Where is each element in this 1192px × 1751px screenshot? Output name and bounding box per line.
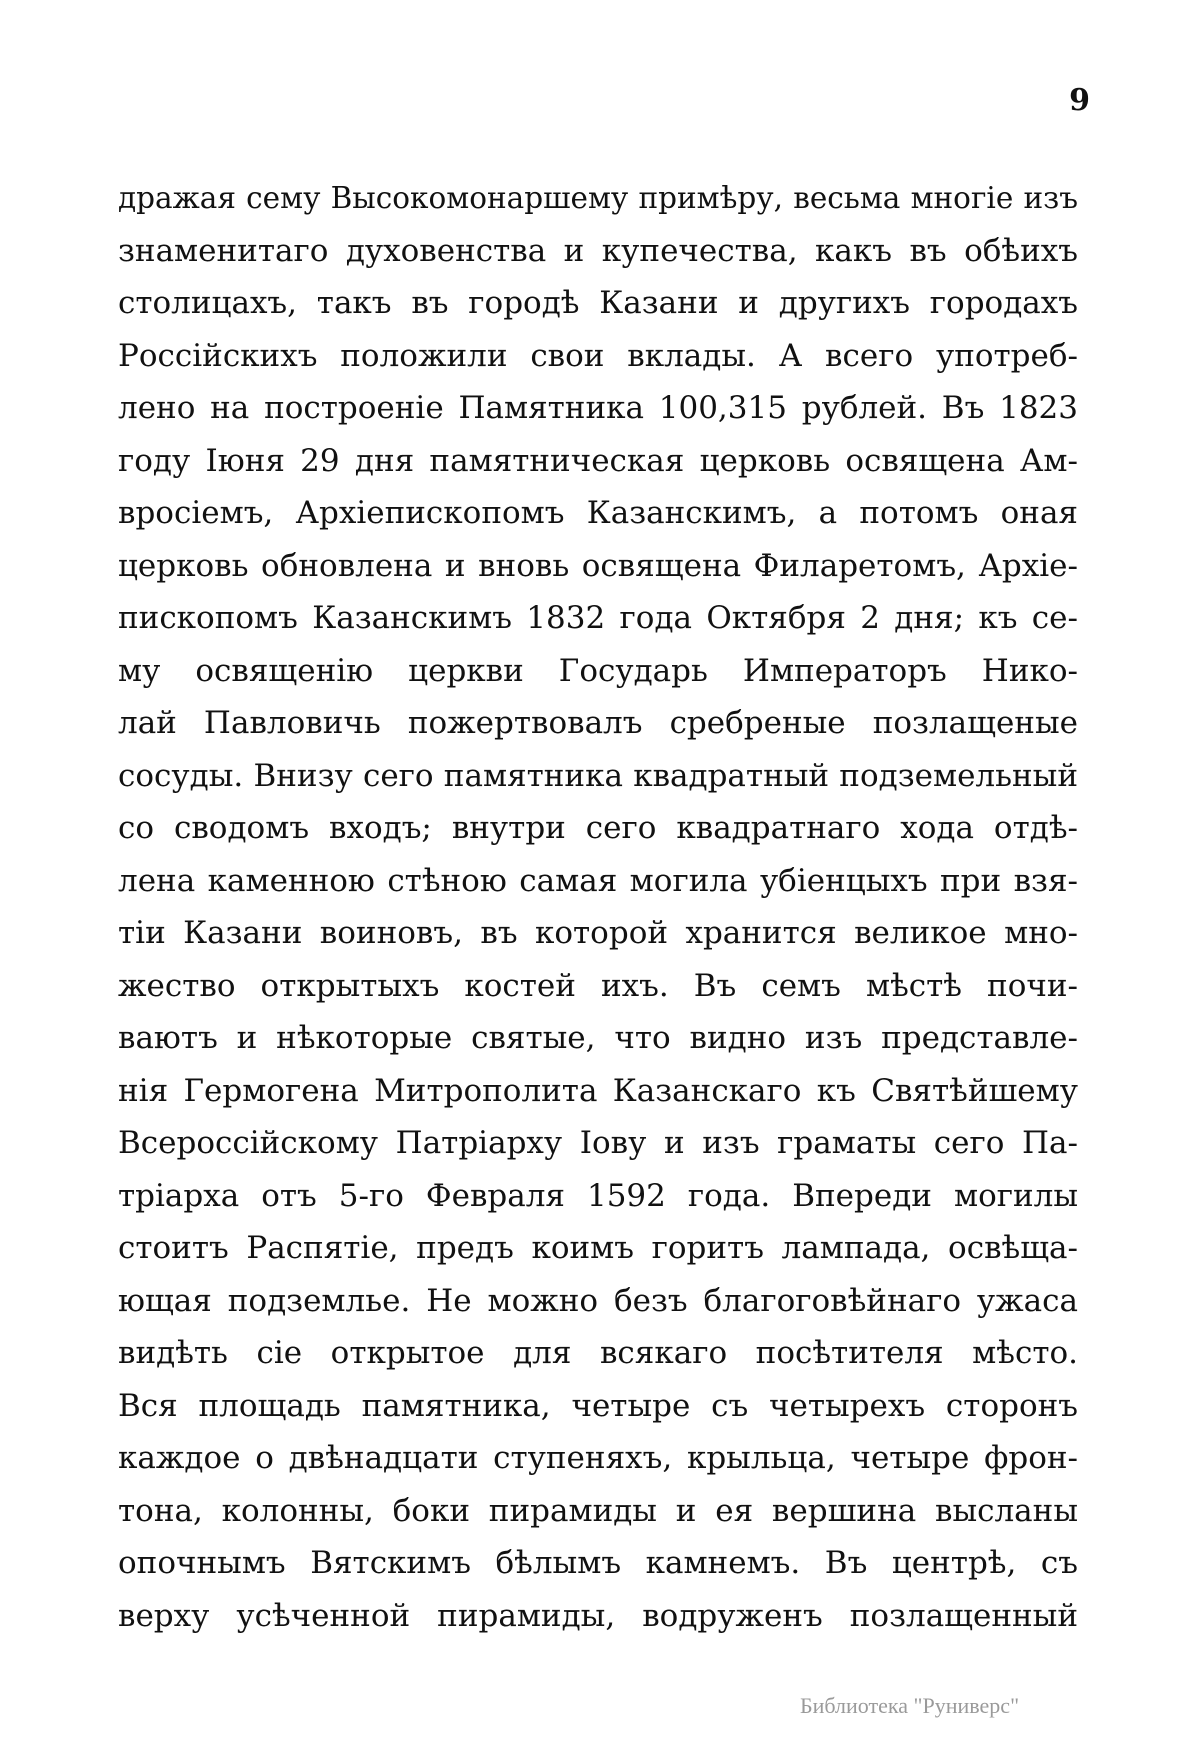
text-line: лай Павловичь пожертвовалъ сребреные позлащеные xyxy=(118,705,1078,741)
text-line: ющая подземлье. Не можно безъ благоговѣйнаго ужаса xyxy=(118,1282,1078,1319)
text-line: Всероссійскому Патріарху Іову и изъ граматы сего Па- xyxy=(118,1125,1078,1161)
text-line: дражая сему Высокомонаршему примѣру, весьма многіе изъ xyxy=(118,181,1078,215)
text-line: тона, колонны, боки пирамиды и ея вершина высланы xyxy=(118,1492,1078,1529)
text-line: пископомъ Казанскимъ 1832 года Октября 2 дня; къ се- xyxy=(118,600,1078,636)
text-line: тіи Казани воиновъ, въ которой хранится великое мно- xyxy=(118,915,1078,951)
text-line: опочнымъ Вятскимъ бѣлымъ камнемъ. Въ центрѣ, съ xyxy=(118,1545,1078,1581)
text-line: со сводомъ входъ; внутри сего квадратнаго хода отдѣ- xyxy=(118,810,1078,846)
body-text xyxy=(118,172,1078,1642)
text-line: тріарха отъ 5-го Февраля 1592 года. Впереди могилы xyxy=(118,1177,1078,1214)
text-line: жество открытыхъ костей ихъ. Въ семъ мѣстѣ почи- xyxy=(118,967,1078,1004)
text-line: ваютъ и нѣкоторые святые, что видно изъ представле- xyxy=(118,1020,1078,1056)
text-line: стоитъ Распятіе, предъ коимъ горитъ лампада, освѣща- xyxy=(118,1230,1078,1266)
text-line: каждое о двѣнадцати ступеняхъ, крыльца, четыре фрон- xyxy=(118,1440,1078,1476)
text-line: сосуды. Внизу сего памятника квадратный подземельный xyxy=(118,757,1078,794)
text-line: знаменитаго духовенства и купечества, какъ въ обѣихъ xyxy=(118,232,1078,269)
text-line: му освященію церкви Государь Императоръ Нико- xyxy=(118,652,1078,689)
text-line: лена каменною стѣною самая могила убіенцыхъ при взя- xyxy=(118,862,1078,899)
page-number: 9 xyxy=(1069,83,1090,118)
text-line: Вся площадь памятника, четыре съ четырехъ сторонъ xyxy=(118,1387,1078,1424)
text-line: нія Гермогена Митрополита Казанскаго къ Святѣйшему xyxy=(118,1072,1078,1109)
text-line: году Іюня 29 дня памятническая церковь освящена Ам- xyxy=(118,442,1078,479)
text-line: церковь обновлена и вновь освящена Филаретомъ, Архіе- xyxy=(118,547,1078,584)
library-watermark: Библиотека "Руниверс" xyxy=(800,1693,1020,1718)
text-line: вросіемъ, Архіепископомъ Казанскимъ, а потомъ оная xyxy=(118,495,1078,531)
text-line: Россійскихъ положили свои вклады. А всего употреб- xyxy=(118,337,1078,374)
text-line: столицахъ, такъ въ городѣ Казани и другихъ городахъ xyxy=(118,285,1078,321)
text-line: лено на построеніе Памятника 100,315 рублей. Въ 1823 xyxy=(118,390,1078,426)
text-line: верху усѣченной пирамиды, водруженъ позлащенный xyxy=(118,1597,1078,1634)
text-line: видѣть сіе открытое для всякаго посѣтителя мѣсто. xyxy=(118,1335,1078,1371)
